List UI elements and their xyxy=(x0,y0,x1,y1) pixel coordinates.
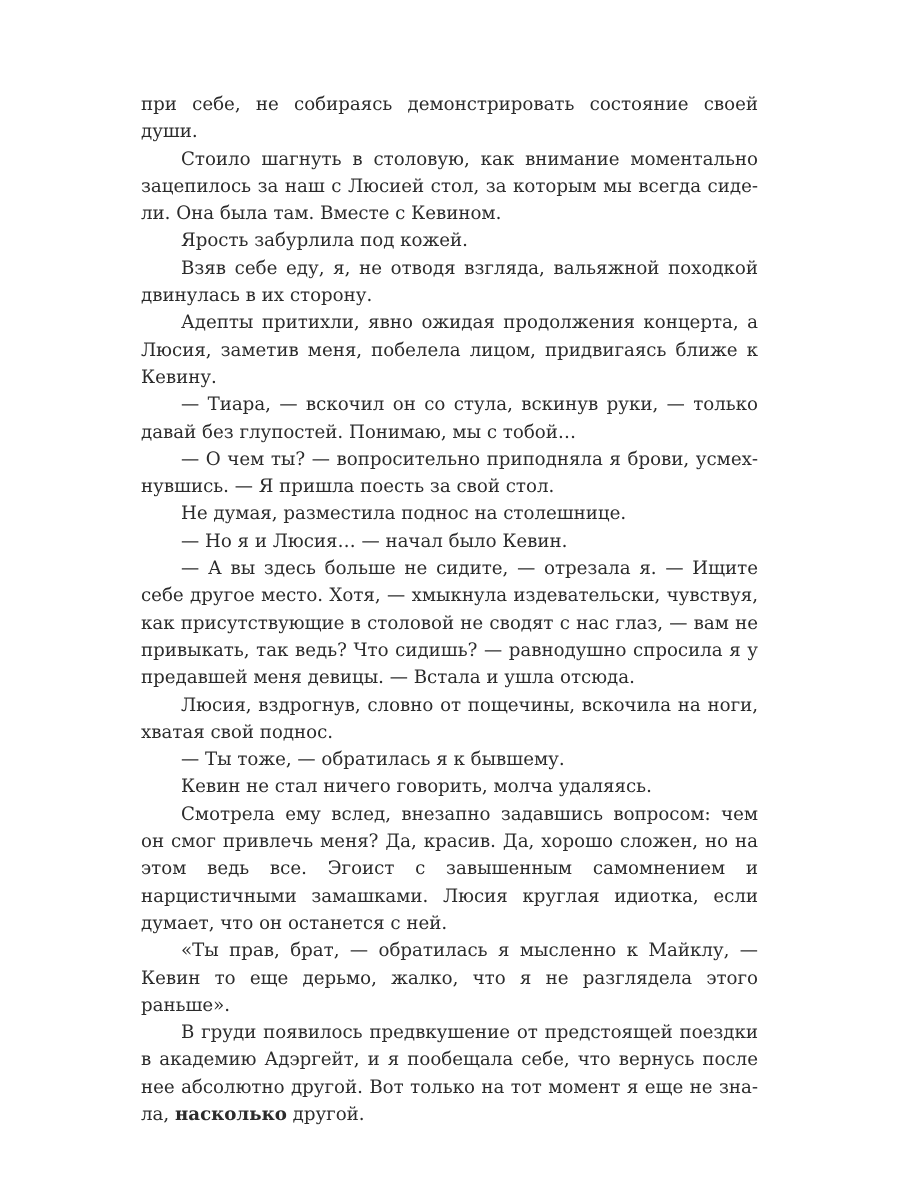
paragraph: Не думая, разместила поднос на столешнице. xyxy=(181,503,627,525)
paragraph: при себе, не собираясь демонстрировать состояние своей души. xyxy=(141,94,758,143)
paragraph: Кевин не стал ничего говорить, молча удаляясь. xyxy=(181,776,652,798)
paragraph: — Тиара, — вскочил он со стула, вскинув руки, — только давай без глупостей. Понимаю, мы с тобой… xyxy=(141,394,758,443)
paragraph: Ярость забурлила под кожей. xyxy=(181,230,468,252)
paragraph: Взяв себе еду, я, не отводя взгляда, вальяжной походкой двинулась в их сторону. xyxy=(141,257,758,307)
last-paragraph xyxy=(141,1019,758,1128)
paragraph: Люсия, вздрогнув, словно от пощечины, вскочила на ноги, хватая свой поднос. xyxy=(141,694,758,743)
paragraph: Адепты притихли, явно ожидая продолжения концерта, а Люсия, заметив меня, побелела лицом, придвигаясь ближе к Кевину. xyxy=(141,312,758,388)
emphasized-word: насколько xyxy=(174,1103,287,1125)
paragraph-tail: другой. xyxy=(286,1103,365,1125)
paragraph: Стоило шагнуть в столовую, как внимание моментально зацепилось за наш с Люсией стол, за которым мы всегда сидели. Она была там. Вместе с Кевином. xyxy=(141,148,758,225)
book-page xyxy=(141,91,758,1128)
paragraph: — Ты тоже, — обратилась я к бывшему. xyxy=(181,749,565,771)
paragraph: — А вы здесь больше не сидите, — отрезала я. — Ищите себе другое место. Хотя, — хмыкнула издевательски, чувствуя, как присутствующие в столовой не сводят с нас глаз, — вам не привыкать, так ведь? Что сидишь? — равнодушно спросила я у предавшей меня девицы. — Встала и ушла отсюда. xyxy=(141,558,758,689)
paragraph-text: В груди появилось предвкушение от предстоящей поездки в академию Адэргейт, и я пообещала себе, что вернусь после нее абсолютно другой. Вот только на тот момент я еще не знала, xyxy=(141,1022,758,1125)
paragraph: «Ты прав, брат, — обратилась я мысленно к Майклу, — Кевин то еще дерьмо, жалко, что я не разглядела этого раньше». xyxy=(141,940,758,1016)
paragraph: Смотрела ему вслед, внезапно задавшись вопросом: чем он смог привлечь меня? Да, красив. Да, хорошо сложен, но на этом ведь все. Эгоист с завышенным самомнением и нарцистичными замашками. Люсия круглая идиотка, если думает, что он останется с ней. xyxy=(141,803,758,934)
paragraph: — Но я и Люсия… — начал было Кевин. xyxy=(181,530,568,552)
paragraph: — О чем ты? — вопросительно приподняла я брови, усмехнувшись. — Я пришла поесть за свой стол. xyxy=(141,448,758,498)
